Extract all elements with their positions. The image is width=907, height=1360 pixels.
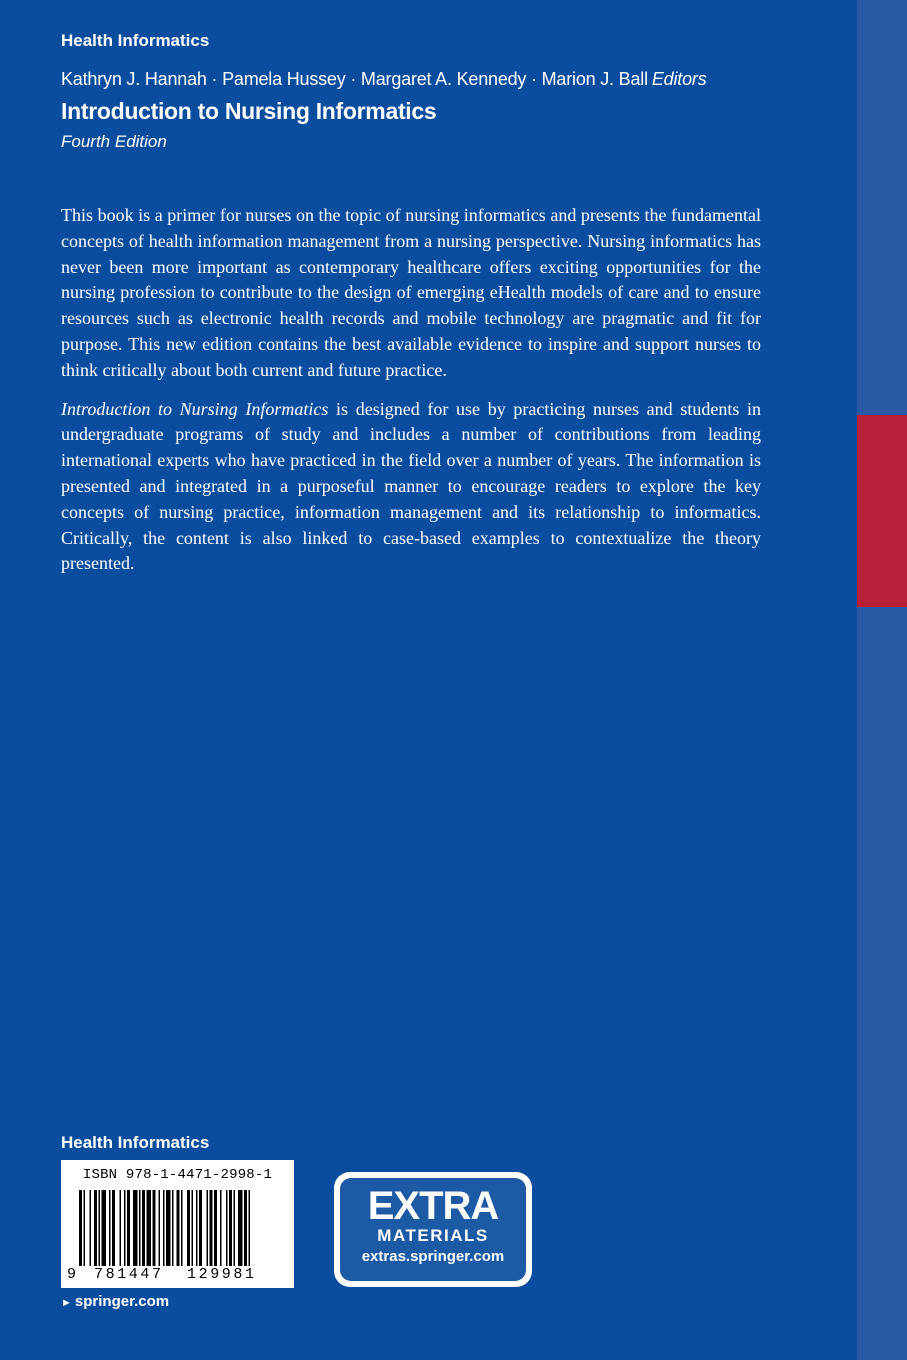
extra-materials-label: MATERIALS: [377, 1226, 489, 1245]
extra-materials-badge: [334, 1172, 532, 1287]
edition: Fourth Edition: [61, 132, 167, 151]
barcode-box: [61, 1160, 294, 1288]
ean-left-group: 781447: [94, 1266, 164, 1283]
extra-word: EXTRA: [367, 1184, 499, 1228]
blurb-paragraph-2-text: is designed for use by practicing nurses and students in undergraduate programs of study and includes a number of contributions from leading international experts who have practiced in the field over a number of years. The information is presented and integrated in a purposeful manner to encourage readers to explore the key concepts of nursing practice, information management and its relationship to informatics. Critically, the content is also linked to case-based examples to contextualize the theory presented.: [61, 398, 761, 574]
ean-right-group: 129981: [187, 1266, 257, 1283]
blurb-paragraph-1: This book is a primer for nurses on the topic of nursing informatics and presents the fundamental concepts of health information management from a nursing perspective. Nursing informatics has never been more important as contemporary healthcare offers exciting opportunities for the nursing profession to contribute to the design of emerging eHealth models of care and to ensure resources such as electronic health records and mobile technology are pragmatic and fit for purpose. This new edition contains the best available evidence to inspire and support nurses to think critically about both current and future practice.: [61, 205, 761, 380]
blurb-title-italic: Introduction to Nursing Informatics: [61, 398, 329, 419]
series-name-top: Health Informatics: [61, 31, 210, 50]
springer-link: [61, 1293, 169, 1310]
blurb: [61, 203, 761, 590]
isbn-text: ISBN 978-1-4471-2998-1: [82, 1167, 273, 1183]
ean-first-digit: 9: [67, 1266, 77, 1283]
extra-url: extras.springer.com: [361, 1248, 505, 1265]
barcode-icon: [79, 1190, 279, 1274]
book-title: Introduction to Nursing Informatics: [61, 98, 437, 124]
extra-materials-inner: [340, 1178, 526, 1281]
blurb-paragraph-2: [61, 397, 761, 578]
triangle-right-icon: ►: [61, 1297, 72, 1309]
authors: Kathryn J. Hannah · Pamela Hussey · Margaret A. Kennedy · Marion J. Ball: [61, 69, 648, 89]
authors-line: [61, 69, 707, 90]
editors-label: Editors: [651, 69, 707, 89]
spine-band: [857, 0, 907, 1360]
series-name-bottom: Health Informatics: [61, 1133, 210, 1152]
spine-accent-red: [857, 415, 907, 607]
springer-url: springer.com: [74, 1293, 170, 1310]
